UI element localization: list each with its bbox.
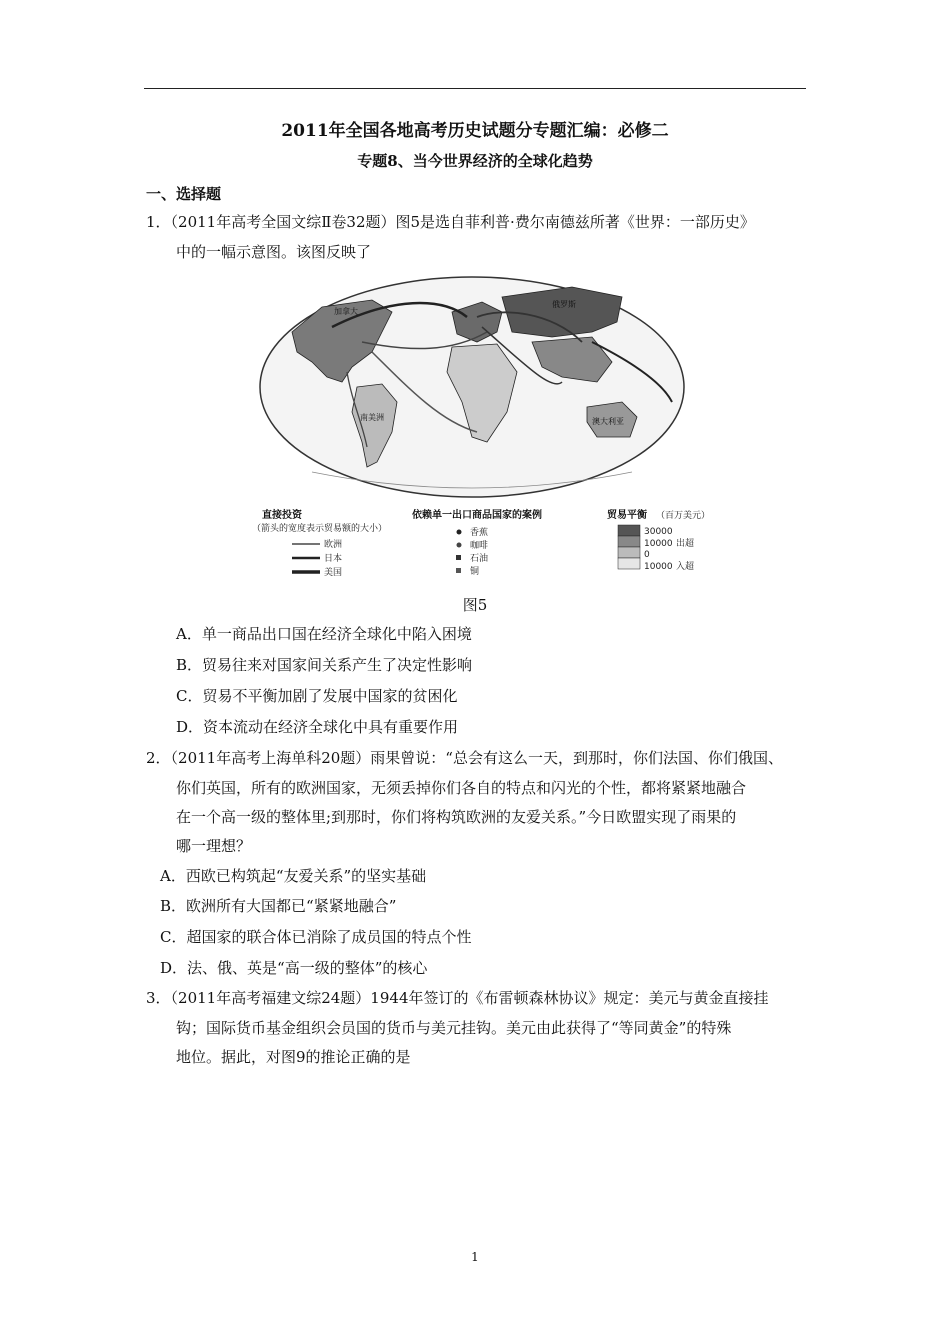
legend-investment-note: （箭头的宽度表示贸易额的大小） [252, 524, 388, 534]
legend-trade-value: 30000 [644, 527, 673, 537]
legend-trade-deficit: 入超 [676, 562, 695, 572]
question-2-option-a: A．西欧已构筑起“友爱关系”的坚实基础 [160, 867, 427, 885]
legend-swatch [618, 547, 640, 558]
question-number: 1． [146, 213, 171, 231]
label-russia: 俄罗斯 [552, 300, 576, 309]
figure-caption: 图5 [462, 596, 488, 614]
question-1-option-d: D．资本流动在经济全球化中具有重要作用 [176, 718, 459, 736]
document-subtitle: 专题8、当今世界经济的全球化趋势 [357, 152, 593, 170]
label-canada: 加拿大 [334, 307, 358, 316]
oil-icon [456, 555, 461, 560]
question-number: 2． [146, 749, 171, 767]
banana-icon [457, 530, 462, 535]
legend-export-title: 依赖单一出口商品国家的案例 [412, 510, 542, 521]
legend-investment-title: 直接投资 [262, 510, 302, 521]
coffee-icon [457, 543, 462, 548]
question-2-option-c: C．超国家的联合体已消除了成员国的特点个性 [160, 928, 472, 946]
legend-trade-surplus: 出超 [676, 539, 695, 549]
question-text: （2011年高考全国文综Ⅱ卷32题）图5是选自菲利普·费尔南德兹所著《世界：一部历史》 [170, 213, 755, 231]
legend-swatch [618, 536, 640, 547]
question-1-option-a: A．单一商品出口国在经济全球化中陷入困境 [176, 625, 472, 643]
legend-item-japan: 日本 [324, 554, 343, 564]
label-australia: 澳大利亚 [592, 417, 624, 426]
map-svg [252, 272, 711, 582]
question-2-option-d: D．法、俄、英是“高一级的整体”的核心 [160, 959, 428, 977]
page-number: 1 [471, 1250, 479, 1264]
question-text: （2011年高考福建文综24题）1944年签订的《布雷顿森林协议》规定：美元与黄金直接挂 [170, 989, 769, 1007]
question-2-line-4: 哪一理想？ [176, 837, 252, 855]
question-2-line-1 [146, 748, 783, 768]
header-rule [144, 88, 806, 89]
legend-item-banana: 香蕉 [470, 528, 489, 538]
question-1-option-c: C．贸易不平衡加剧了发展中国家的贫困化 [176, 687, 458, 705]
legend-trade-value: 0 [644, 550, 650, 560]
question-2-line-3: 在一个高一级的整体里;到那时，你们将构筑欧洲的友爱关系。”今日欧盟实现了雨果的 [176, 808, 737, 826]
question-1-line-2: 中的一幅示意图。该图反映了 [176, 243, 372, 261]
legend-item-usa: 美国 [324, 568, 343, 578]
question-1-line-1 [146, 212, 755, 232]
legend-swatch [618, 525, 640, 536]
document-title: 2011年全国各地高考历史试题分专题汇编：必修二 [281, 121, 669, 141]
question-2-option-b: B．欧洲所有大国都已“紧紧地融合” [160, 897, 397, 915]
legend-item-copper: 铜 [470, 567, 480, 577]
question-number: 3． [146, 989, 171, 1007]
question-2-line-2: 你们英国，所有的欧洲国家，无须丢掉你们各自的特点和闪光的个性，都将紧紧地融合 [176, 779, 747, 797]
question-3-line-2: 钩；国际货币基金组织会员国的货币与美元挂钩。美元由此获得了“等同黄金”的特殊 [176, 1019, 732, 1037]
legend-trade-value: 10000 [644, 539, 673, 549]
label-south-america: 南美洲 [360, 413, 384, 422]
legend-item-coffee: 咖啡 [470, 541, 489, 551]
question-3-line-3: 地位。据此，对图9的推论正确的是 [176, 1048, 411, 1066]
legend-trade-unit: （百万美元） [656, 511, 711, 521]
legend-item-europe: 欧洲 [324, 540, 343, 550]
legend-swatch [618, 558, 640, 569]
question-3-line-1 [146, 988, 769, 1008]
legend-trade-title: 贸易平衡 [607, 510, 647, 521]
copper-icon [456, 568, 461, 573]
question-text: （2011年高考上海单科20题）雨果曾说：“总会有这么一天，到那时，你们法国、你们俄国、 [170, 749, 783, 767]
legend-item-oil: 石油 [470, 554, 489, 564]
question-1-option-b: B．贸易往来对国家间关系产生了决定性影响 [176, 656, 473, 674]
section-heading: 一、选择题 [146, 185, 222, 203]
figure-5-world-map [252, 272, 711, 582]
legend-trade-value: 10000 [644, 562, 673, 572]
